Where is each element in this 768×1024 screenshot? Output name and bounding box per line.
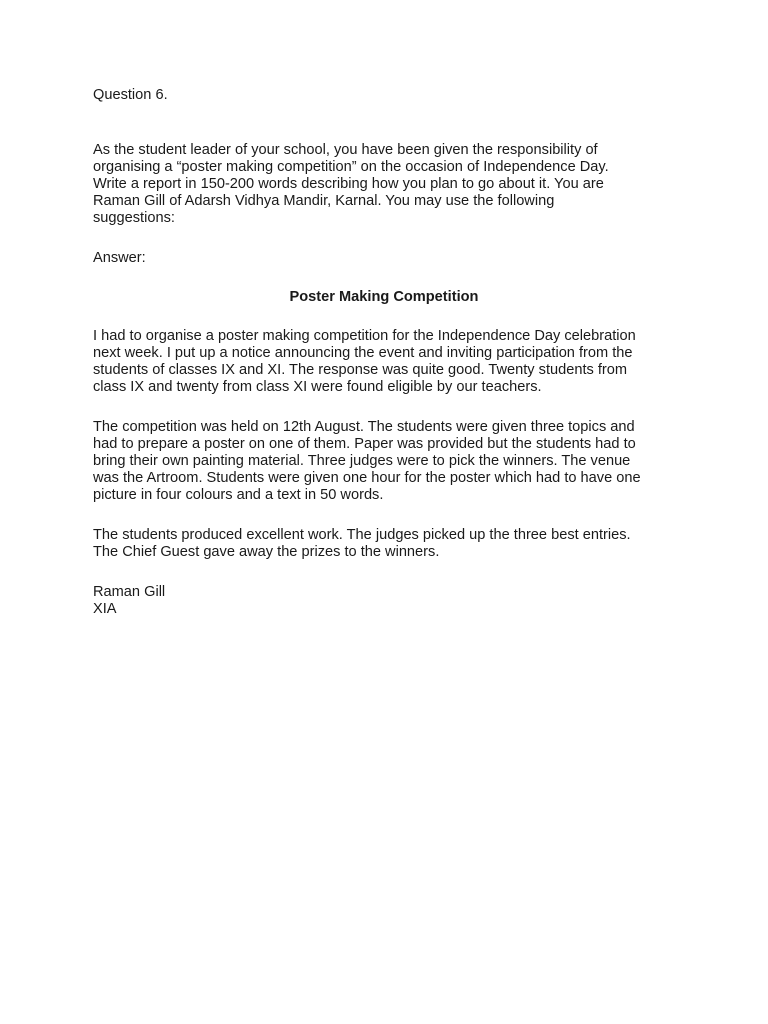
question-number: Question 6. [93,87,168,103]
report-title: Poster Making Competition [289,289,479,305]
signature-block [93,584,693,618]
report-paragraph-1: I had to organise a poster making competition for the Independence Day celebration next week. I put up a notice announcing the event and inviting participation from the students of classes IX and XI. The response was quite good. Twenty students from class IX and twenty from class XI were found eligible by our teachers. [93,328,636,395]
answer-label: Answer: [93,250,146,266]
document-page [93,87,693,618]
signature-class: XIA [93,601,117,617]
report-paragraph-3: The students produced excellent work. The judges picked up the three best entries. The Chief Guest gave away the prizes to the winners. [93,527,631,560]
question-prompt: As the student leader of your school, you have been given the responsibility of organising a “poster making competition” on the occasion of Independence Day. Write a report in 150-200 words describing how you plan to go about it. You are Raman Gill of Adarsh Vidhya Mandir, Karnal. You may use the following suggestions: [93,142,609,226]
signature-name: Raman Gill [93,584,166,600]
report-paragraph-2: The competition was held on 12th August. The students were given three topics and had to prepare a poster on one of them. Paper was provided but the students had to bring their own painting material. Three judges were to pick the winners. The venue was the Artroom. Students were given one hour for the poster which had to have one picture in four colours and a text in 50 words. [93,419,641,503]
